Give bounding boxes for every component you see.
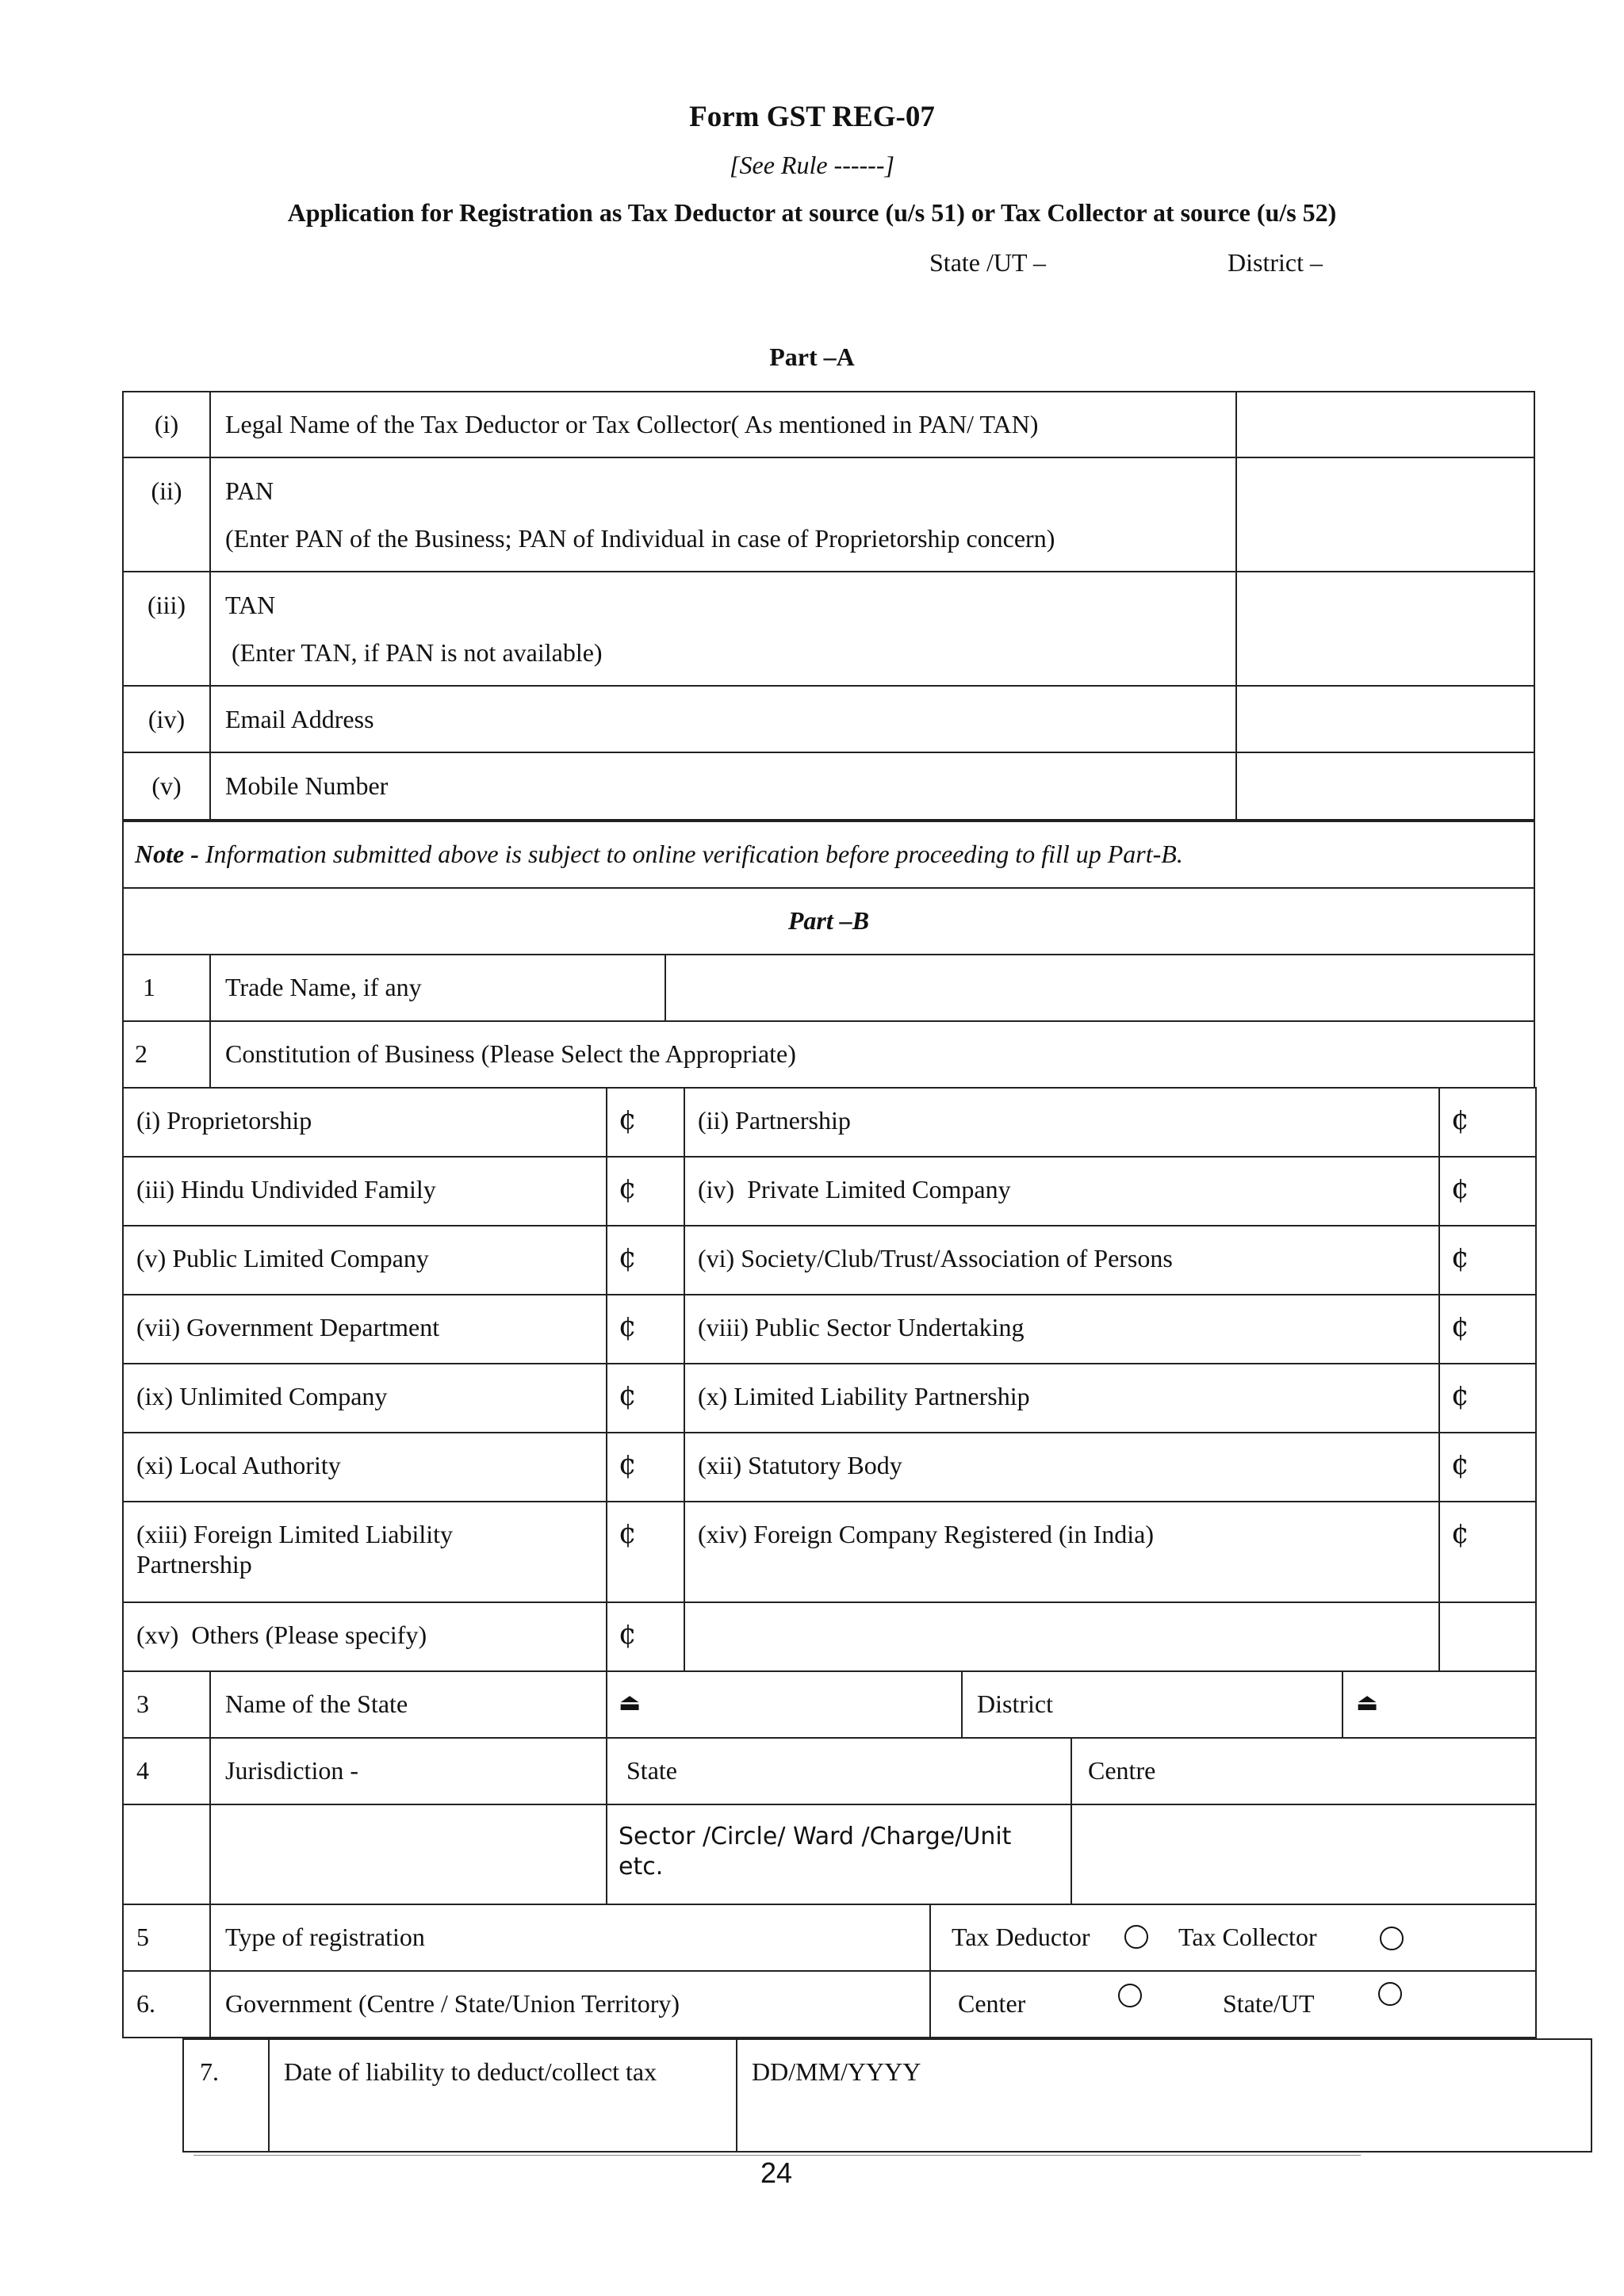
state-name-label: Name of the State — [225, 1689, 408, 1718]
tan-label: TAN — [225, 591, 276, 619]
row-number: 1 — [143, 973, 155, 1001]
option-checkbox[interactable]: ¢ — [619, 1104, 637, 1136]
state-ut-option-label: State/UT — [1223, 1989, 1315, 2018]
option-checkbox[interactable]: ¢ — [1451, 1311, 1469, 1343]
state-ut-label: State /UT – — [929, 248, 1046, 277]
option-checkbox[interactable]: ¢ — [619, 1173, 637, 1205]
pan-input[interactable] — [1239, 460, 1532, 569]
trade-name-input[interactable] — [668, 957, 1532, 1019]
part-b-heading: Part –B — [787, 906, 870, 935]
liability-date-input[interactable]: DD/MM/YYYY — [752, 2057, 921, 2086]
option-foreign-company: (xiv) Foreign Company Registered (in India) — [698, 1520, 1154, 1548]
row-number: 7. — [200, 2057, 219, 2086]
option-unlimited-company: (ix) Unlimited Company — [136, 1382, 388, 1410]
government-label: Government (Centre / State/Union Territory) — [225, 1989, 680, 2018]
row-number: 2 — [135, 1039, 147, 1068]
legal-name-input[interactable] — [1239, 394, 1532, 455]
option-checkbox[interactable]: ¢ — [1451, 1517, 1469, 1550]
option-checkbox[interactable]: ¢ — [1451, 1104, 1469, 1136]
row-number: (iii) — [147, 591, 186, 619]
option-others: (xv) Others (Please specify) — [136, 1621, 427, 1649]
jurisdiction-centre-label: Centre — [1088, 1756, 1156, 1785]
form-title: Form GST REG-07 — [689, 101, 935, 133]
sector-input[interactable] — [1074, 1807, 1534, 1904]
option-checkbox[interactable]: ¢ — [1451, 1173, 1469, 1205]
tan-input[interactable] — [1239, 574, 1532, 683]
row-number: 4 — [136, 1756, 149, 1785]
option-llp: (x) Limited Liability Partnership — [698, 1382, 1030, 1410]
jurisdiction-label: Jurisdiction - — [225, 1756, 358, 1785]
page-number: 24 — [760, 2156, 793, 2189]
option-proprietorship: (i) Proprietorship — [136, 1106, 312, 1135]
district-label: District – — [1228, 248, 1323, 277]
option-government-department: (vii) Government Department — [136, 1313, 440, 1341]
option-checkbox[interactable]: ¢ — [1451, 1242, 1469, 1274]
pan-note: (Enter PAN of the Business; PAN of Individual in case of Proprietorship concern) — [225, 524, 1055, 553]
part-a-heading: Part –A — [769, 342, 855, 371]
row-number: 3 — [136, 1689, 149, 1718]
option-partnership: (ii) Partnership — [698, 1106, 851, 1135]
registration-type-label: Type of registration — [225, 1923, 425, 1951]
option-checkbox[interactable]: ¢ — [1451, 1448, 1469, 1481]
option-checkbox[interactable]: ¢ — [619, 1380, 637, 1412]
liability-date-label: Date of liability to deduct/collect tax — [284, 2057, 657, 2086]
option-checkbox[interactable]: ¢ — [619, 1517, 637, 1550]
option-society: (vi) Society/Club/Trust/Association of Persons — [698, 1244, 1173, 1272]
option-public-limited: (v) Public Limited Company — [136, 1244, 429, 1272]
option-local-authority: (xi) Local Authority — [136, 1451, 341, 1479]
row-number: (v) — [151, 771, 182, 800]
row-number: 5 — [136, 1923, 149, 1951]
row-number: (iv) — [147, 705, 186, 733]
option-checkbox[interactable]: ¢ — [619, 1242, 637, 1274]
row-number: (i) — [154, 410, 179, 438]
trade-name-label: Trade Name, if any — [225, 973, 422, 1001]
option-checkbox[interactable]: ¢ — [1451, 1380, 1469, 1412]
footer-divider — [193, 2155, 1361, 2156]
center-radio[interactable] — [1118, 1984, 1142, 2007]
option-statutory-body: (xii) Statutory Body — [698, 1451, 902, 1479]
option-huf: (iii) Hindu Undivided Family — [136, 1175, 436, 1203]
row-number: (ii) — [151, 476, 182, 505]
sector-circle-ward-label: Sector /Circle/ Ward /Charge/Unit etc. — [619, 1823, 1012, 1881]
option-foreign-llp: (xiii) Foreign Limited Liability Partnership — [136, 1520, 454, 1578]
option-checkbox[interactable]: ¢ — [619, 1311, 637, 1343]
form-subtitle: Application for Registration as Tax Deductor at source (u/s 51) or Tax Collector at source (u/s 52) — [287, 198, 1337, 227]
mobile-input[interactable] — [1239, 755, 1532, 819]
option-private-limited: (iv) Private Limited Company — [698, 1175, 1011, 1203]
email-label: Email Address — [225, 705, 374, 733]
tax-collector-label: Tax Collector — [1178, 1923, 1317, 1951]
rule-reference: [See Rule ------] — [730, 151, 894, 179]
email-input[interactable] — [1239, 688, 1532, 750]
center-label: Center — [958, 1989, 1026, 2018]
note-prefix: Note - — [135, 840, 199, 868]
state-dropdown-icon[interactable]: ⏏ — [619, 1689, 642, 1716]
district-field-label: District — [977, 1689, 1053, 1718]
note-text: Note - Information submitted above is subject to online verification before proceeding to fill up Part-B. — [135, 840, 1183, 868]
liability-date-row — [182, 2038, 1592, 2152]
legal-name-label: Legal Name of the Tax Deductor or Tax Collector( As mentioned in PAN/ TAN) — [225, 410, 1039, 438]
others-specify-input[interactable] — [687, 1605, 1437, 1670]
state-ut-radio[interactable] — [1378, 1982, 1402, 2006]
tax-deductor-label: Tax Deductor — [952, 1923, 1090, 1951]
option-psu: (viii) Public Sector Undertaking — [698, 1313, 1025, 1341]
option-checkbox[interactable]: ¢ — [619, 1618, 637, 1651]
tan-note: (Enter TAN, if PAN is not available) — [225, 638, 603, 667]
constitution-label: Constitution of Business (Please Select the Appropriate) — [225, 1039, 796, 1068]
tax-deductor-radio[interactable] — [1124, 1925, 1148, 1949]
tax-collector-radio[interactable] — [1380, 1927, 1404, 1950]
option-checkbox[interactable]: ¢ — [619, 1448, 637, 1481]
pan-label: PAN — [225, 476, 274, 505]
mobile-label: Mobile Number — [225, 771, 389, 800]
district-dropdown-icon[interactable]: ⏏ — [1356, 1689, 1379, 1716]
row-number: 6. — [136, 1989, 155, 2018]
jurisdiction-state-label: State — [626, 1756, 677, 1785]
